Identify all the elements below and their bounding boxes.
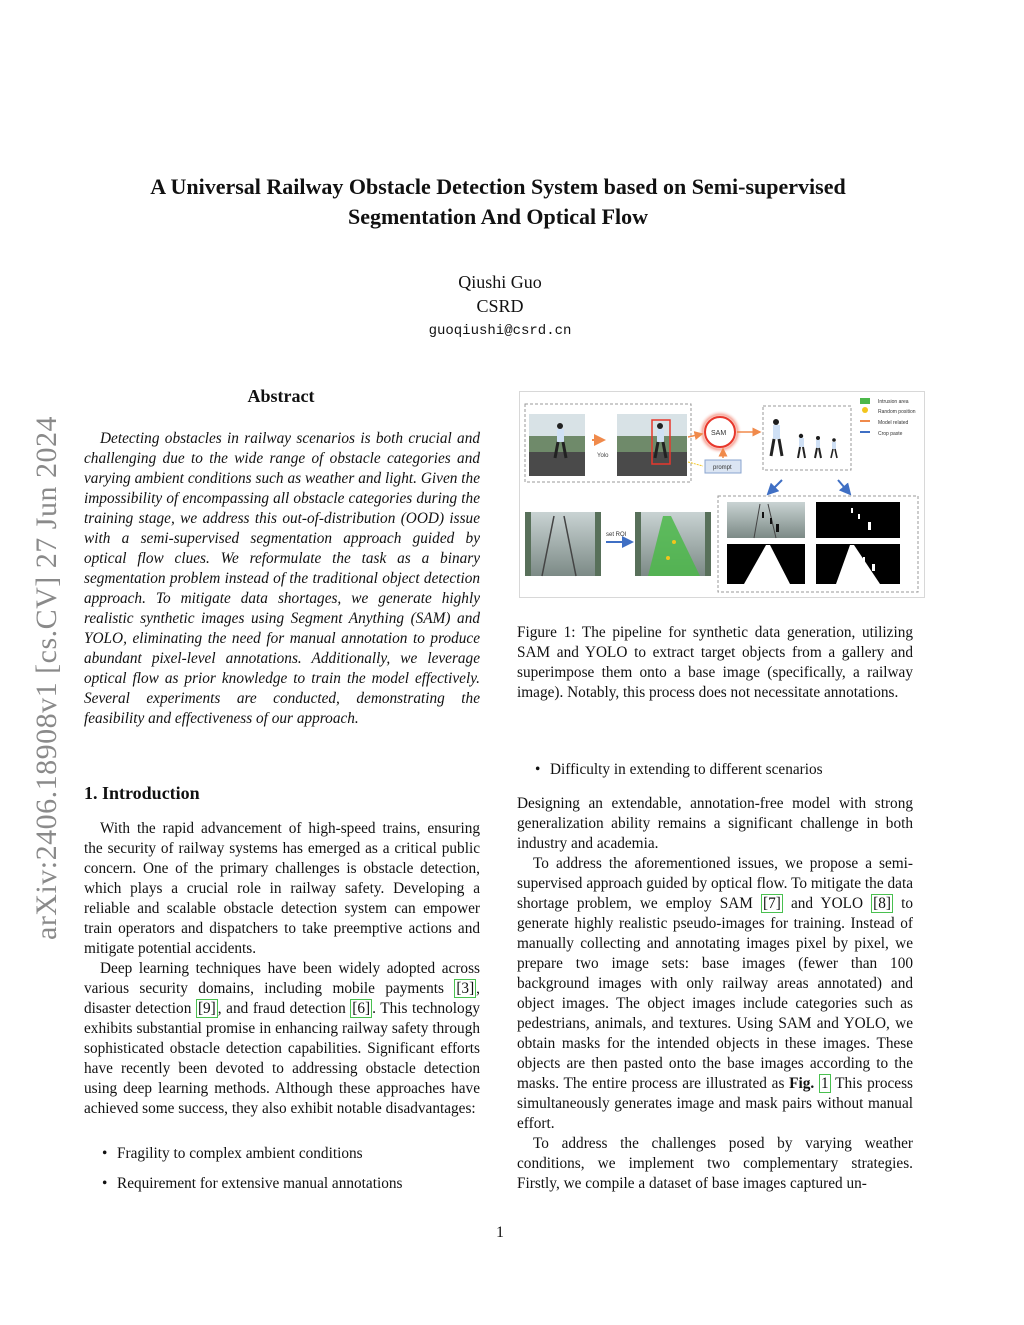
section-heading-introduction: 1. Introduction — [84, 783, 200, 803]
figure-reference-link[interactable]: 1 — [821, 1075, 829, 1092]
prompt-label: prompt — [713, 465, 732, 471]
citation-link[interactable]: [6] — [352, 1000, 371, 1017]
mask-image-1 — [816, 502, 900, 538]
abstract-text — [84, 429, 480, 729]
intro-paragraph-2: Deep learning techniques have been widely adopted across various security domains, including mobile payments [3] , disaster detection [9] , and fraud detection [6] . This technology exhibits substantial promise in enhancing railway safety through sophisticated obstacle detection capabilities. Significant efforts have recently been devoted to addressing obstacle detection using deep learning methods. Although these approaches have achieved some success, they also exhibit notable disadvantages: — [84, 960, 480, 1117]
paper-title — [100, 172, 896, 232]
figure-legend — [860, 398, 916, 437]
intro-paragraph-1: With the rapid advancement of high-speed trains, ensuring the security of railway systems has emerged as a critical public concern. One of the primary challenges is obstacle detection, which plays a crucial role in railway safety. Developing a reliable and scalable obstacle detection system can empower train operators and dispatchers to take preemptive actions and mitigate potential accidents. — [84, 820, 480, 957]
abstract-paragraph: Detecting obstacles in railway scenarios is both crucial and challenging due to the wide range of obstacle categories and varying ambient conditions such as weather and light. Given the impossibility of encompassing all obstacle categories during the training stage, we address this out-of-distribution (OOD) issue with a semi-supervised segmentation approach guided by optical flow clues. We reformulate the task as a binary segmentation problem instead of the traditional object detection approach. To mitigate data shortages, we generate highly realistic synthetic images using Segment Anything (SAM) and YOLO, eliminating the need for manual annotation to produce abundant pixel-level annotations. Additionally, we leverage optical flow as prior knowledge to train the model effectively. Several experiments are conducted, demonstrating the feasibility and effectiveness of our approach. — [84, 430, 480, 727]
extracted-pedestrians — [771, 419, 837, 458]
list-item: • Fragility to complex ambient conditions — [84, 1144, 480, 1164]
arxiv-identifier: arXiv:2406.18908v1 [cs.CV] 27 Jun 2024 — [30, 416, 63, 940]
legend-model-related: Model related — [878, 420, 909, 426]
author-name: Qiushi Guo — [458, 272, 542, 292]
right-paragraph-2: To address the aforementioned issues, we propose a semi-supervised approach guided by optical flow. To mitigate the data shortage problem, we employ SAM [7] and YOLO [8] to generate highly realistic pseudo-images for training. Instead of manually collecting and annotating images pixel by pixel, we prepare two image sets: base images (fewer than 100 background images with only railway areas annotated) and object images. The object images include categories such as pedestrians, animals, and textures. Using SAM and YOLO, we obtain masks for the intended objects in these images. These objects are then pasted onto the base images according to the masks. The entire process are illustrated as Fig. 1 This process simultaneously generates image and mask pairs without manual effort. — [517, 855, 913, 1132]
author-affiliation: CSRD — [476, 296, 524, 316]
disadvantage-list-continued — [517, 760, 913, 780]
right-paragraph-1: Designing an extendable, annotation-free model with strong generalization ability remains a significant challenge in both industry and academia. — [517, 795, 913, 852]
list-item: • Requirement for extensive manual annotations — [84, 1174, 480, 1194]
abstract-heading: Abstract — [247, 386, 315, 406]
list-item: • Difficulty in extending to different scenarios — [517, 760, 913, 780]
legend-intrusion-area: Intrusion area — [878, 399, 909, 405]
title-line-1: A Universal Railway Obstacle Detection System based on Semi-supervised — [150, 174, 846, 199]
disadvantage-list — [84, 1144, 480, 1194]
title-line-2: Segmentation And Optical Flow — [347, 204, 649, 229]
citation-link[interactable]: [8] — [873, 895, 891, 912]
sam-label: SAM — [711, 430, 727, 437]
introduction-body — [84, 819, 480, 1119]
right-paragraph-3: To address the challenges posed by varying weather conditions, we implement two complementary strategies. Firstly, we compile a dataset of base images captured un- — [517, 1135, 913, 1192]
author-email[interactable]: guoqiushi@csrd.cn — [428, 323, 572, 339]
railway-base-image — [525, 512, 601, 576]
page-number: 1 — [496, 1224, 504, 1241]
set-roi-label: set ROI — [606, 532, 627, 538]
citation-link[interactable]: [3] — [456, 980, 475, 997]
figure-1-pipeline — [519, 391, 925, 598]
right-column-body — [517, 794, 913, 1194]
figure-caption: Figure 1: The pipeline for synthetic data generation, utilizing SAM and YOLO to extract target objects from a gallery and superimpose them onto a base image (specifically, a railway image). Notably, this process does not necessitate annotations. — [517, 624, 913, 701]
pipeline-diagram — [520, 392, 924, 597]
synthetic-image-1 — [727, 502, 805, 538]
yolo-label: Yolo — [597, 453, 609, 459]
legend-crop-paste: Crop paste — [878, 431, 903, 437]
citation-link[interactable]: [7] — [763, 895, 781, 912]
citation-link[interactable]: [9] — [197, 1000, 216, 1017]
legend-random-position: Random position — [878, 409, 916, 415]
